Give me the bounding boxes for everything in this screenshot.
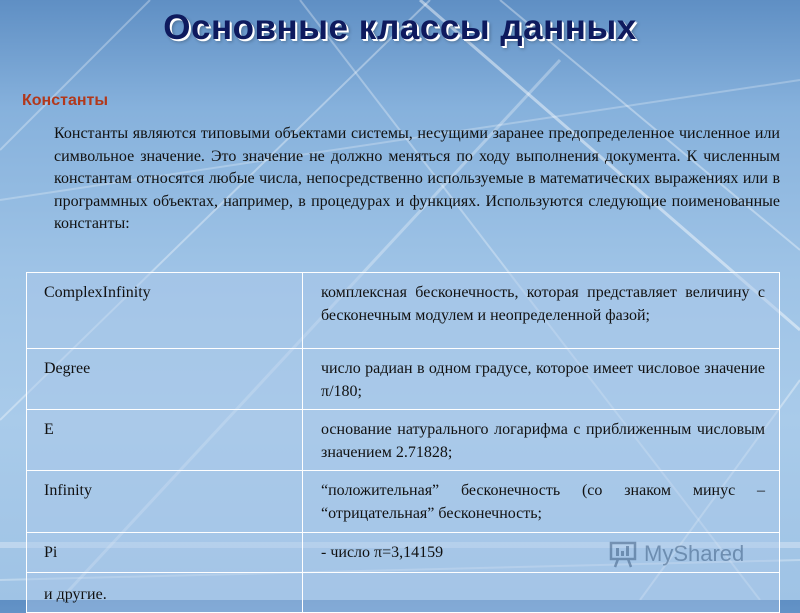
table-row: [27, 410, 780, 471]
table-row: [27, 471, 780, 533]
watermark: [608, 538, 778, 570]
constant-description: [303, 573, 780, 613]
constant-name: Pi: [27, 533, 303, 573]
table-row: [27, 573, 780, 613]
constant-name: Infinity: [27, 471, 303, 533]
table-row: [27, 349, 780, 410]
presentation-board-icon: [608, 539, 638, 569]
constant-description: основание натурального логарифма с приближенным числовым значением 2.71828;: [303, 410, 780, 471]
constant-name: и другие.: [27, 573, 303, 613]
constant-name: Degree: [27, 349, 303, 410]
constant-description: “положительная” бесконечность (со знаком минус – “отрицательная” бесконечность;: [303, 471, 780, 533]
table-row: [27, 273, 780, 349]
constant-name: ComplexInfinity: [27, 273, 303, 349]
watermark-text: MyShared: [644, 541, 745, 566]
constant-description: - число π=3,14159: [303, 533, 780, 573]
intro-paragraph: Константы являются типовыми объектами системы, несущими заранее предопределенное численное или символьное значение. Это значение не должно меняться по ходу выполнения документа. К численным константам относятся любые числа, непосредственно используемые в математических выражениях или в программных объектах, например, в процедурах и функциях. Используются следующие поименованные константы:: [54, 125, 780, 232]
constant-name: E: [27, 410, 303, 471]
section-heading: Константы: [22, 92, 108, 109]
constant-description: число радиан в одном градусе, которое имеет числовое значение π/180;: [303, 349, 780, 410]
constant-description: комплексная бесконечность, которая представляет величину с бесконечным модулем и неопределенной фазой;: [303, 273, 780, 349]
slide-title: Основные классы данных: [163, 8, 637, 47]
